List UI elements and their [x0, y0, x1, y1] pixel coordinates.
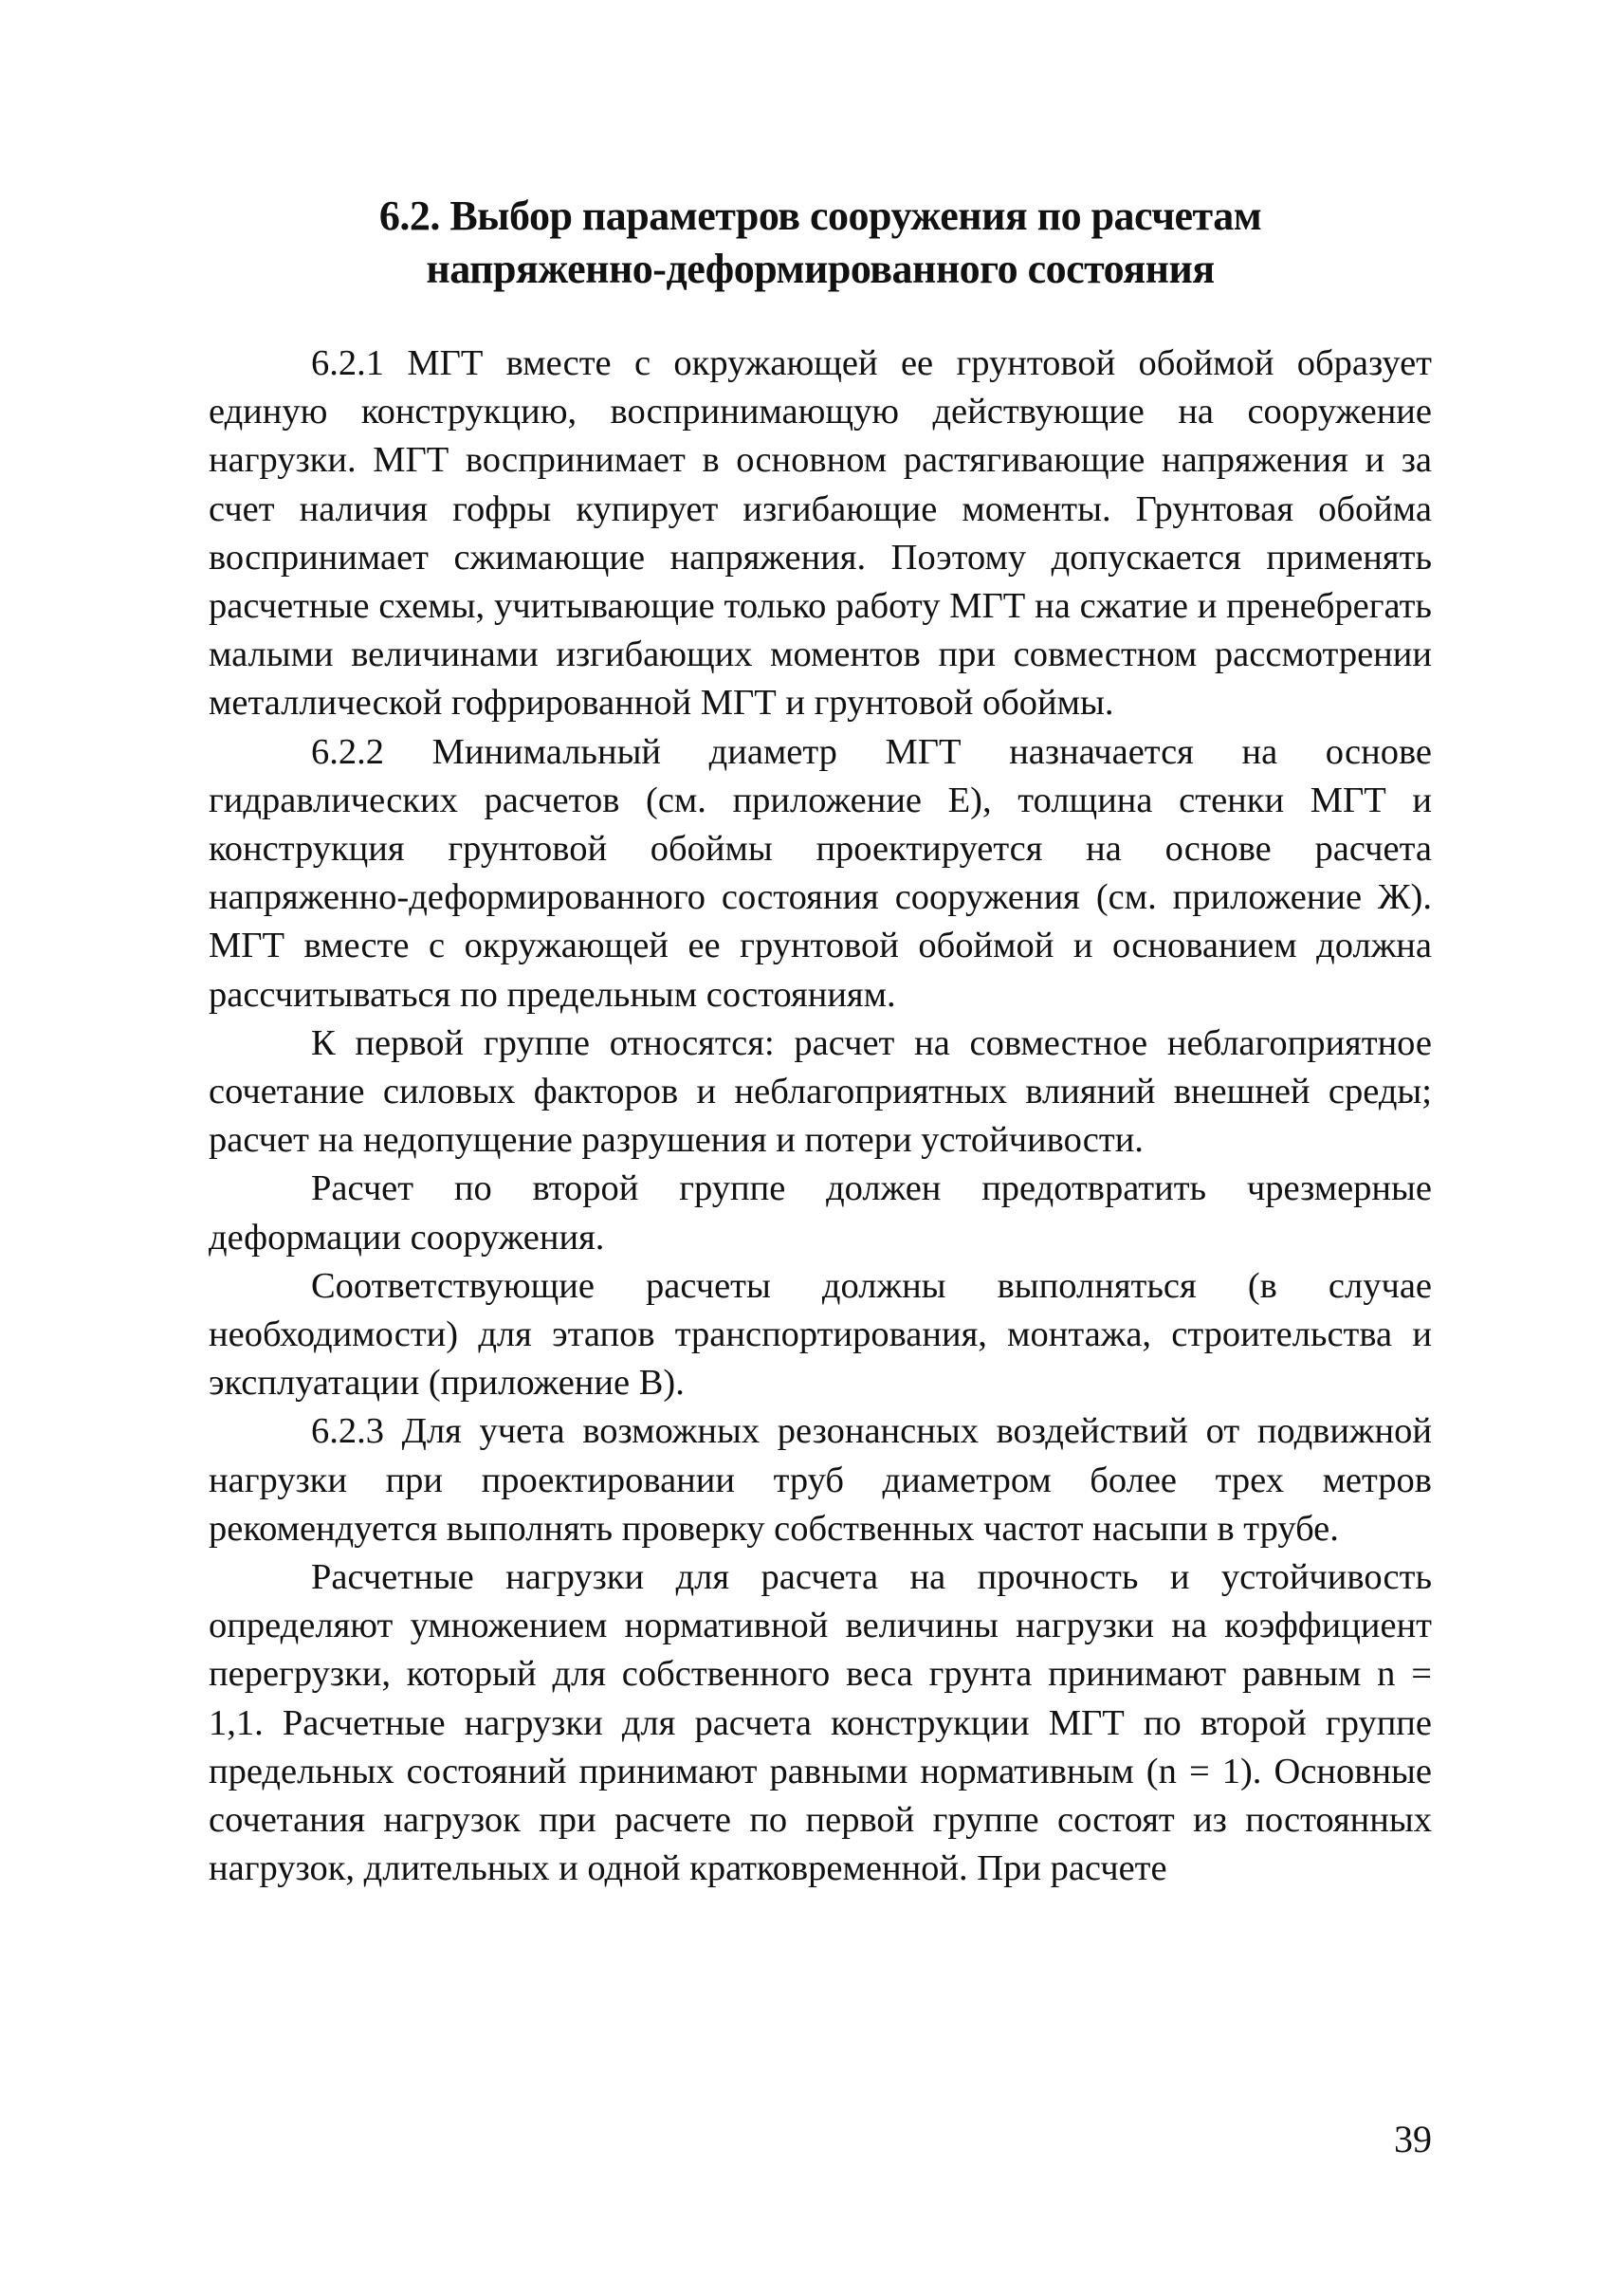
paragraph-6-2-1: 6.2.1 МГТ вместе с окружающей ее грунтовой обоймой образует единую конструкцию, воспринимающую действующие на сооружение нагрузки. МГТ воспринимает в основном растягивающие напряжения и за счет наличия гофры купирует изгибающие моменты. Грунтовая обойма воспринимает сжимающие напряжения. Поэтому допускается применять расчетные схемы, учитывающие только работу МГТ на сжатие и пренебрегать малыми величинами изгибающих моментов при совместном рассмотрении металлической гофрированной МГТ и грунтовой обоймы.	[209, 343, 1432, 724]
paragraph-first-group: К первой группе относятся: расчет на совместное неблагоприятное сочетание силовых факторов и неблагоприятных влияний внешней среды; расчет на недопущение разрушения и потери устойчивости.	[209, 1022, 1432, 1161]
body-text	[209, 340, 1432, 1894]
page-number: 39	[1394, 2118, 1432, 2160]
paragraph-second-group: Расчет по второй группе должен предотвратить чрезмерные деформации сооружения.	[209, 1168, 1432, 1258]
paragraph-calculation-stages: Соответствующие расчеты должны выполняться (в случае необходимости) для этапов транспортирования, монтажа, строительства и эксплуатации (приложение В).	[209, 1265, 1432, 1404]
paragraph-design-loads: Расчетные нагрузки для расчета на прочность и устойчивость определяют умножением нормативной величины нагрузки на коэффициент перегрузки, который для собственного веса грунта принимают равным n = 1,1. Расчетные нагрузки для расчета конструкции МГТ по второй группе предельных состояний принимают равными нормативным (n = 1). Основные сочетания нагрузок при расчете по первой группе состоят из постоянных нагрузок, длительных и одной кратковременной. При расчете	[209, 1557, 1432, 1889]
section-heading-line-2: напряженно-деформированного состояния	[426, 246, 1215, 292]
paragraph-6-2-3: 6.2.3 Для учета возможных резонансных воздействий от подвижной нагрузки при проектировании труб диаметром более трех метров рекомендуется выполнять проверку собственных частот насыпи в трубе.	[209, 1411, 1432, 1549]
paragraph-6-2-2: 6.2.2 Минимальный диаметр МГТ назначается на основе гидравлических расчетов (см. приложение Е), толщина стенки МГТ и конструкция грунтовой обоймы проектируется на основе расчета напряженно-деформированного состояния сооружения (см. приложение Ж). МГТ вместе с окружающей ее грунтовой обоймой и основанием должна рассчитываться по предельным состояниям.	[209, 731, 1432, 1015]
section-heading-line-1: 6.2. Выбор параметров сооружения по расчетам	[378, 193, 1262, 239]
section-heading	[209, 190, 1432, 296]
